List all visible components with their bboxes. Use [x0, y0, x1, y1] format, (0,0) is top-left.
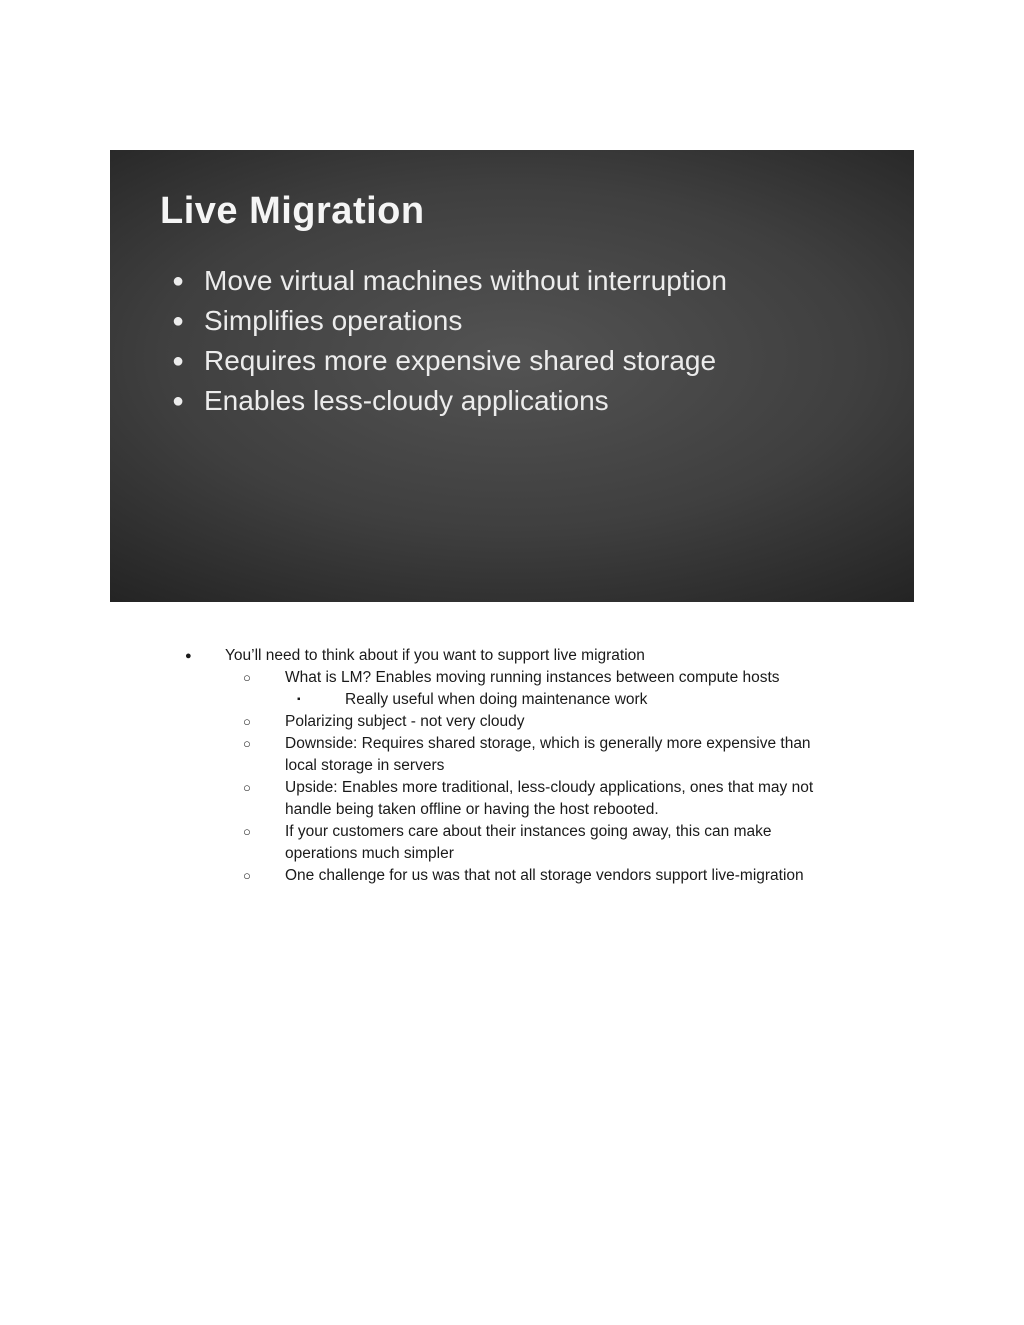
bullet-icon: ●	[172, 270, 185, 292]
note-text: You’ll need to think about if you want to support live migration	[225, 647, 645, 664]
open-circle-bullet-icon: ○	[243, 736, 251, 751]
note-text: Polarizing subject - not very cloudy	[285, 713, 525, 730]
slide-bullet	[172, 301, 884, 341]
speaker-notes	[185, 645, 845, 887]
bullet-icon: ●	[172, 310, 185, 332]
open-circle-bullet-icon: ○	[243, 670, 251, 685]
note-item	[243, 777, 845, 821]
slide-bullet-list	[110, 261, 914, 421]
open-circle-bullet-icon: ○	[243, 824, 251, 839]
slide	[110, 150, 914, 602]
note-text: One challenge for us was that not all storage vendors support live-migration	[285, 867, 804, 884]
open-circle-bullet-icon: ○	[243, 868, 251, 883]
slide-bullet-text: Requires more expensive shared storage	[204, 345, 717, 376]
filled-circle-bullet-icon: ●	[185, 650, 192, 662]
slide-bullet-text: Move virtual machines without interruption	[204, 265, 727, 296]
note-item	[297, 689, 845, 711]
square-bullet-icon: ▪	[297, 694, 301, 705]
note-text: Upside: Enables more traditional, less-cloudy applications, ones that may not handle being taken offline or having the host rebooted.	[285, 779, 814, 818]
slide-bullet	[172, 341, 884, 381]
note-item	[243, 733, 845, 777]
note-text: What is LM? Enables moving running instances between compute hosts	[285, 669, 780, 686]
slide-bullet-text: Simplifies operations	[204, 305, 463, 336]
slide-title: Live Migration	[160, 190, 425, 232]
bullet-icon: ●	[172, 350, 185, 372]
open-circle-bullet-icon: ○	[243, 780, 251, 795]
note-text: Downside: Requires shared storage, which is generally more expensive than local storage in servers	[285, 735, 811, 774]
open-circle-bullet-icon: ○	[243, 714, 251, 729]
note-item	[243, 711, 845, 733]
note-item	[243, 865, 845, 887]
note-item	[243, 821, 845, 865]
slide-bullet-text: Enables less-cloudy applications	[204, 385, 609, 416]
note-item	[185, 645, 845, 667]
note-text: If your customers care about their instances going away, this can make operations much simpler	[285, 823, 772, 862]
note-text: Really useful when doing maintenance work	[345, 691, 648, 708]
bullet-icon: ●	[172, 390, 185, 412]
slide-bullet	[172, 381, 884, 421]
note-item	[243, 667, 845, 689]
slide-bullet	[172, 261, 884, 301]
